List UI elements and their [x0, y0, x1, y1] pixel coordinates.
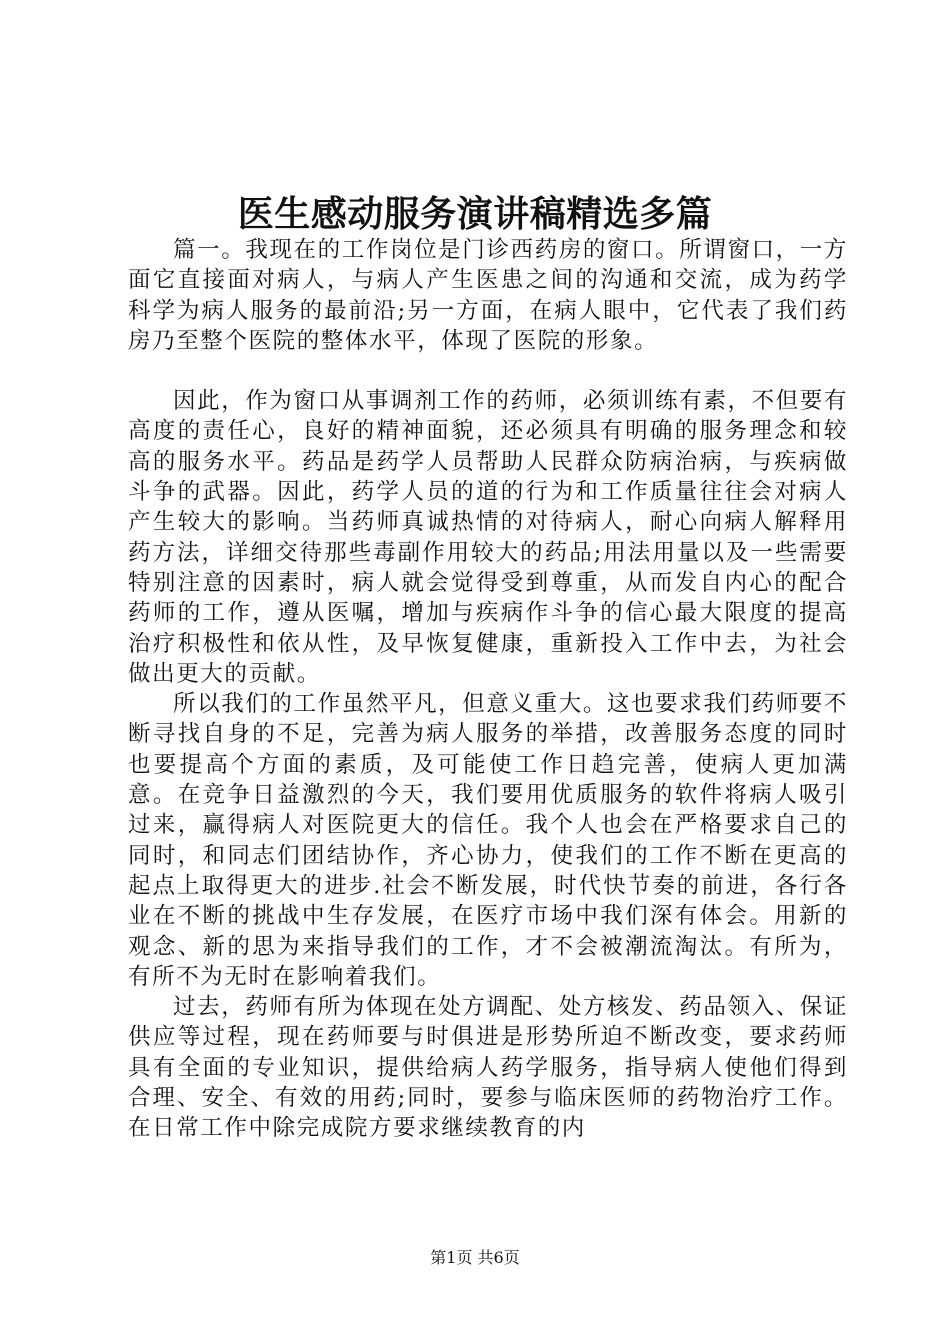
paragraph-4: 过去，药师有所为体现在处方调配、处方核发、药品领入、保证供应等过程，现在药师要与时俱进是形势所迫不断改变，要求药师具有全面的专业知识，提供给病人药学服务，指导病人使他们得到合理、安全、有效的用药;同时，要参与临床医师的药物治疗工作。在日常工作中除完成院方要求继续教育的内: [128, 994, 848, 1142]
paragraph-2: 因此，作为窗口从事调剂工作的药师，必须训练有素，不但要有高度的责任心，良好的精神面貌，还必须具有明确的服务理念和较高的服务水平。药品是药学人员帮助人民群众防病治病，与疾病做斗争的武器。因此，药学人员的道的行为和工作质量往往会对病人产生较大的影响。当药师真诚热情的对待病人，耐心向病人解释用药方法，详细交待那些毒副作用较大的药品;用法用量以及一些需要特别注意的因素时，病人就会觉得受到尊重，从而发自内心的配合药师的工作，遵从医嘱，增加与疾病作斗争的信心最大限度的提高治疗积极性和依从性，及早恢复健康，重新投入工作中去，为社会做出更大的贡献。: [128, 388, 848, 687]
paragraph-3: 所以我们的工作虽然平凡，但意义重大。这也要求我们药师要不断寻找自身的不足，完善为病人服务的举措，改善服务态度的同时也要提高个方面的素质，及可能使工作日趋完善，使病人更加满意。在竞争日益激烈的今天，我们要用优质服务的软件将病人吸引过来，赢得病人对医院更大的信任。我个人也会在严格要求自己的同时，和同志们团结协作，齐心协力，使我们的工作不断在更高的起点上取得更大的进步.社会不断发展，时代快节奏的前进，各行各业在不断的挑战中生存发展，在医疗市场中我们深有体会。用新的观念、新的思为来指导我们的工作，才不会被潮流淘汰。有所为，有所不为无时在影响着我们。: [128, 691, 848, 990]
page-footer: 第1页 共6页: [430, 1248, 520, 1267]
document-body: [128, 235, 848, 1144]
paragraph-1: 篇一。我现在的工作岗位是门诊西药房的窗口。所谓窗口，一方面它直接面对病人，与病人产生医患之间的沟通和交流，成为药学科学为病人服务的最前沿;另一方面，在病人眼中，它代表了我们药房乃至整个医院的整体水平，体现了医院的形象。: [128, 237, 848, 354]
document-title: 医生感动服务演讲稿精选多篇: [237, 193, 713, 235]
